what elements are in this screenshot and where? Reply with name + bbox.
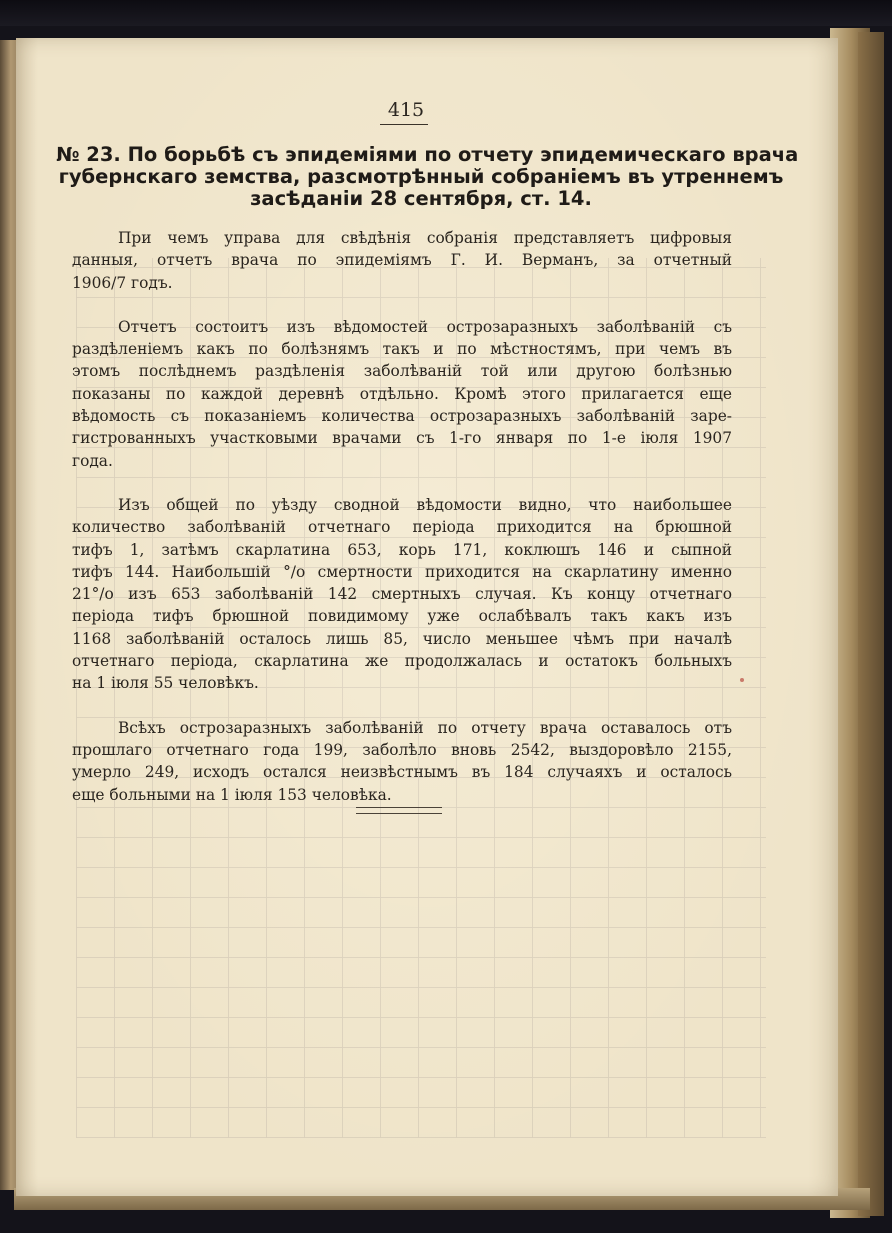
heading-line: № 23. По борьбѣ съ эпидеміями по отчету эпидемическаго врача [56, 143, 799, 166]
text-line: еще больными на 1 іюля 153 человѣка. [72, 785, 392, 804]
paragraph-totals [72, 717, 732, 806]
text-line: прошлаго отчетнаго года 199, заболѣло вновь 2542, выздоровѣло 2155, [72, 740, 732, 759]
text-line: тифъ 1, затѣмъ скарлатина 653, корь 171, коклюшъ 146 и сыпной [72, 540, 732, 559]
text-line: Изъ общей по уѣзду сводной вѣдомости видно, что наибольшее [118, 495, 732, 514]
section-heading [56, 143, 799, 210]
page-number: 415 [387, 99, 425, 121]
scan-background-top [0, 0, 892, 26]
text-line: раздѣленіемъ какъ по болѣзнямъ такъ и по мѣстностямъ, при чемъ въ [72, 340, 732, 359]
text-line: умерло 249, исходъ остался неизвѣстнымъ въ 184 случаяхъ и осталось [72, 763, 732, 782]
text-line: данныя, отчетъ врача по эпидеміямъ Г. И. Верманъ, за отчетный [72, 251, 732, 270]
text-line: отчетнаго періода, скарлатина же продолжалась и остатокъ больныхъ [72, 652, 732, 671]
text-line: вѣдомость съ показаніемъ количества острозаразныхъ заболѣваній заре- [72, 407, 732, 426]
text-line: количество заболѣваній отчетнаго періода приходится на брюшной [72, 518, 732, 537]
paragraph-report-contents [72, 316, 732, 472]
paragraph-summary-statistics [72, 494, 732, 695]
text-line: При чемъ управа для свѣдѣнія собранія представляетъ цифровыя [118, 229, 732, 247]
text-line: 21°/о изъ 653 заболѣваній 142 смертныхъ случая. Къ концу отчетнаго [72, 585, 732, 604]
text-line: на 1 іюля 55 человѣкъ. [72, 674, 259, 693]
text-line: показаны по каждой деревнѣ отдѣльно. Кромѣ этого прилагается еще [72, 384, 732, 403]
text-line: Отчетъ состоитъ изъ вѣдомостей острозаразныхъ заболѣваній съ [118, 317, 732, 336]
page-number-underline [380, 124, 428, 125]
body-text [72, 227, 732, 828]
heading-line: засѣданіи 28 сентября, ст. 14. [250, 187, 592, 210]
text-line: періода тифъ брюшной повидимому уже ослабѣвалъ такъ какъ изъ [72, 607, 732, 626]
text-line: 1168 заболѣваній осталось лишь 85, число меньшее чѣмъ при началѣ [72, 629, 732, 648]
heading-line: губернскаго земства, разсмотрѣнный собраніемъ въ утреннемъ [58, 165, 784, 188]
text-line: тифъ 144. Наибольшій °/о смертности приходится на скарлатину именно [72, 562, 732, 581]
text-line: гистрованныхъ участковыми врачами съ 1-го января по 1-е іюля 1907 [72, 429, 732, 448]
text-line: 1906/7 годъ. [72, 273, 173, 292]
paragraph-report-intro [72, 227, 732, 294]
right-page-stack-shadow [858, 32, 884, 1216]
page-paper [16, 38, 838, 1196]
end-of-section-double-rule [356, 807, 442, 814]
ink-speck [740, 678, 744, 682]
text-line: года. [72, 451, 113, 470]
text-line: Всѣхъ острозаразныхъ заболѣваній по отчету врача оставалось отъ [118, 718, 732, 737]
text-line: этомъ послѣднемъ раздѣленія заболѣваній той или другою болѣзнью [72, 362, 732, 381]
